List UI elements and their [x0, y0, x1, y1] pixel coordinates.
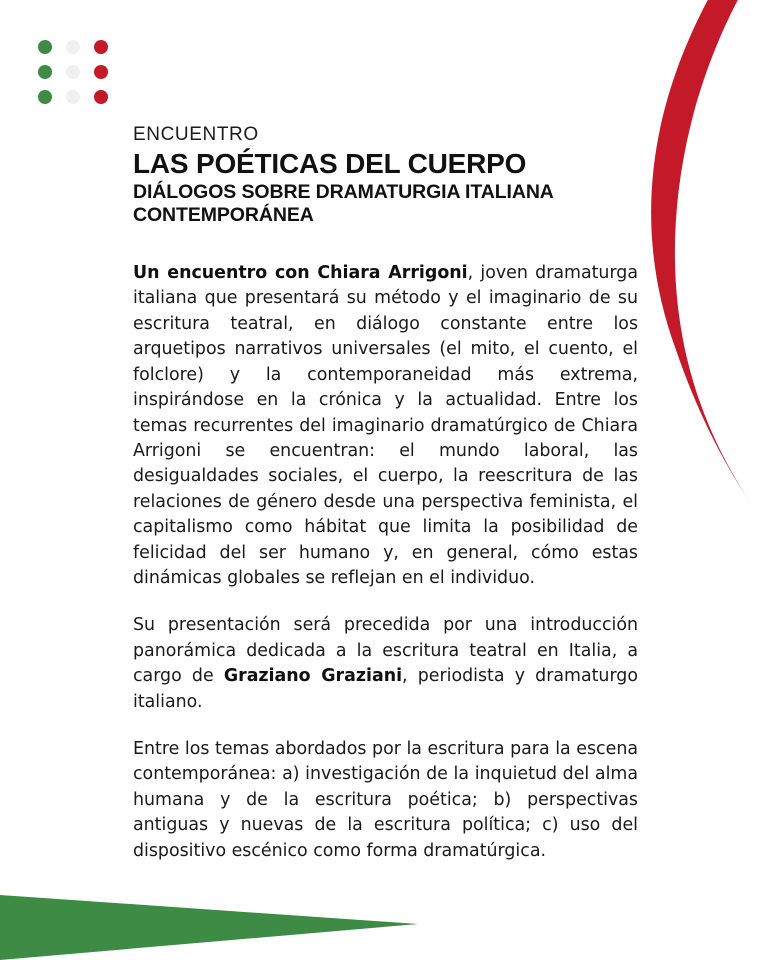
logo-dot-green [38, 65, 52, 79]
green-wedge-decoration [0, 880, 470, 960]
logo-dot-green [38, 90, 52, 104]
logo-dot-red [94, 40, 108, 54]
paragraph-3: Entre los temas abordados por la escritura para la escena contemporánea: a) investigación de la inquietud del alma humana y de la escritura poética; b) perspectivas antiguas y nuevas de la escritura política; c) uso del dispositivo escénico como forma dramatúrgica. [133, 738, 638, 861]
italy-flag-dot-grid-logo [38, 40, 108, 104]
page-subtitle-line-1: DIÁLOGOS SOBRE DRAMATURGIA ITALIANA [133, 181, 554, 204]
logo-dot-white [66, 90, 80, 104]
paragraph-1-lead: Un encuentro con Chiara Arrigoni [133, 263, 468, 284]
logo-dot-red [94, 65, 108, 79]
logo-dot-white [66, 65, 80, 79]
logo-dot-red [94, 90, 108, 104]
page-title: LAS POÉTICAS DEL CUERPO [133, 147, 527, 179]
page-subtitle [133, 181, 638, 227]
logo-dot-green [38, 40, 52, 54]
content-column [133, 124, 638, 864]
paragraph-2 [133, 613, 638, 715]
paragraph-2-before: Su presentación será precedida por una introducción panorámica dedicada a la escritura teatral en Italia, a cargo de [133, 615, 638, 687]
page-subtitle-line-2: CONTEMPORÁNEA [133, 204, 314, 227]
paragraph-1-body: , joven dramaturga italiana que presentará su método y el imaginario de su escritura teatral, en diálogo constante entre los arquetipos narrativos universales (el mito, el cuento, el folclore) y la contemporaneidad más extrema, inspirándose en la crónica y la actualidad. Entre los temas recurrentes del imaginario dramatúrgico de Chiara Arrigoni se encuentran: el mundo laboral, las desigualdades sociales, el cuerpo, la reescritura de las relaciones de género desde una perspectiva feminista, el capitalismo como hábitat que limita la posibilidad de felicidad del ser humano y, en general, cómo estas dinámicas globales se reflejan en el individuo. [133, 263, 638, 588]
paragraph-2-after: , periodista y dramaturgo italiano. [133, 666, 638, 712]
paragraph-2-speaker-name: Graziano Graziani [223, 666, 403, 687]
body-text [133, 261, 638, 864]
paragraph-1 [133, 261, 638, 591]
event-type-label: ENCUENTRO [133, 124, 259, 145]
logo-dot-white [66, 40, 80, 54]
